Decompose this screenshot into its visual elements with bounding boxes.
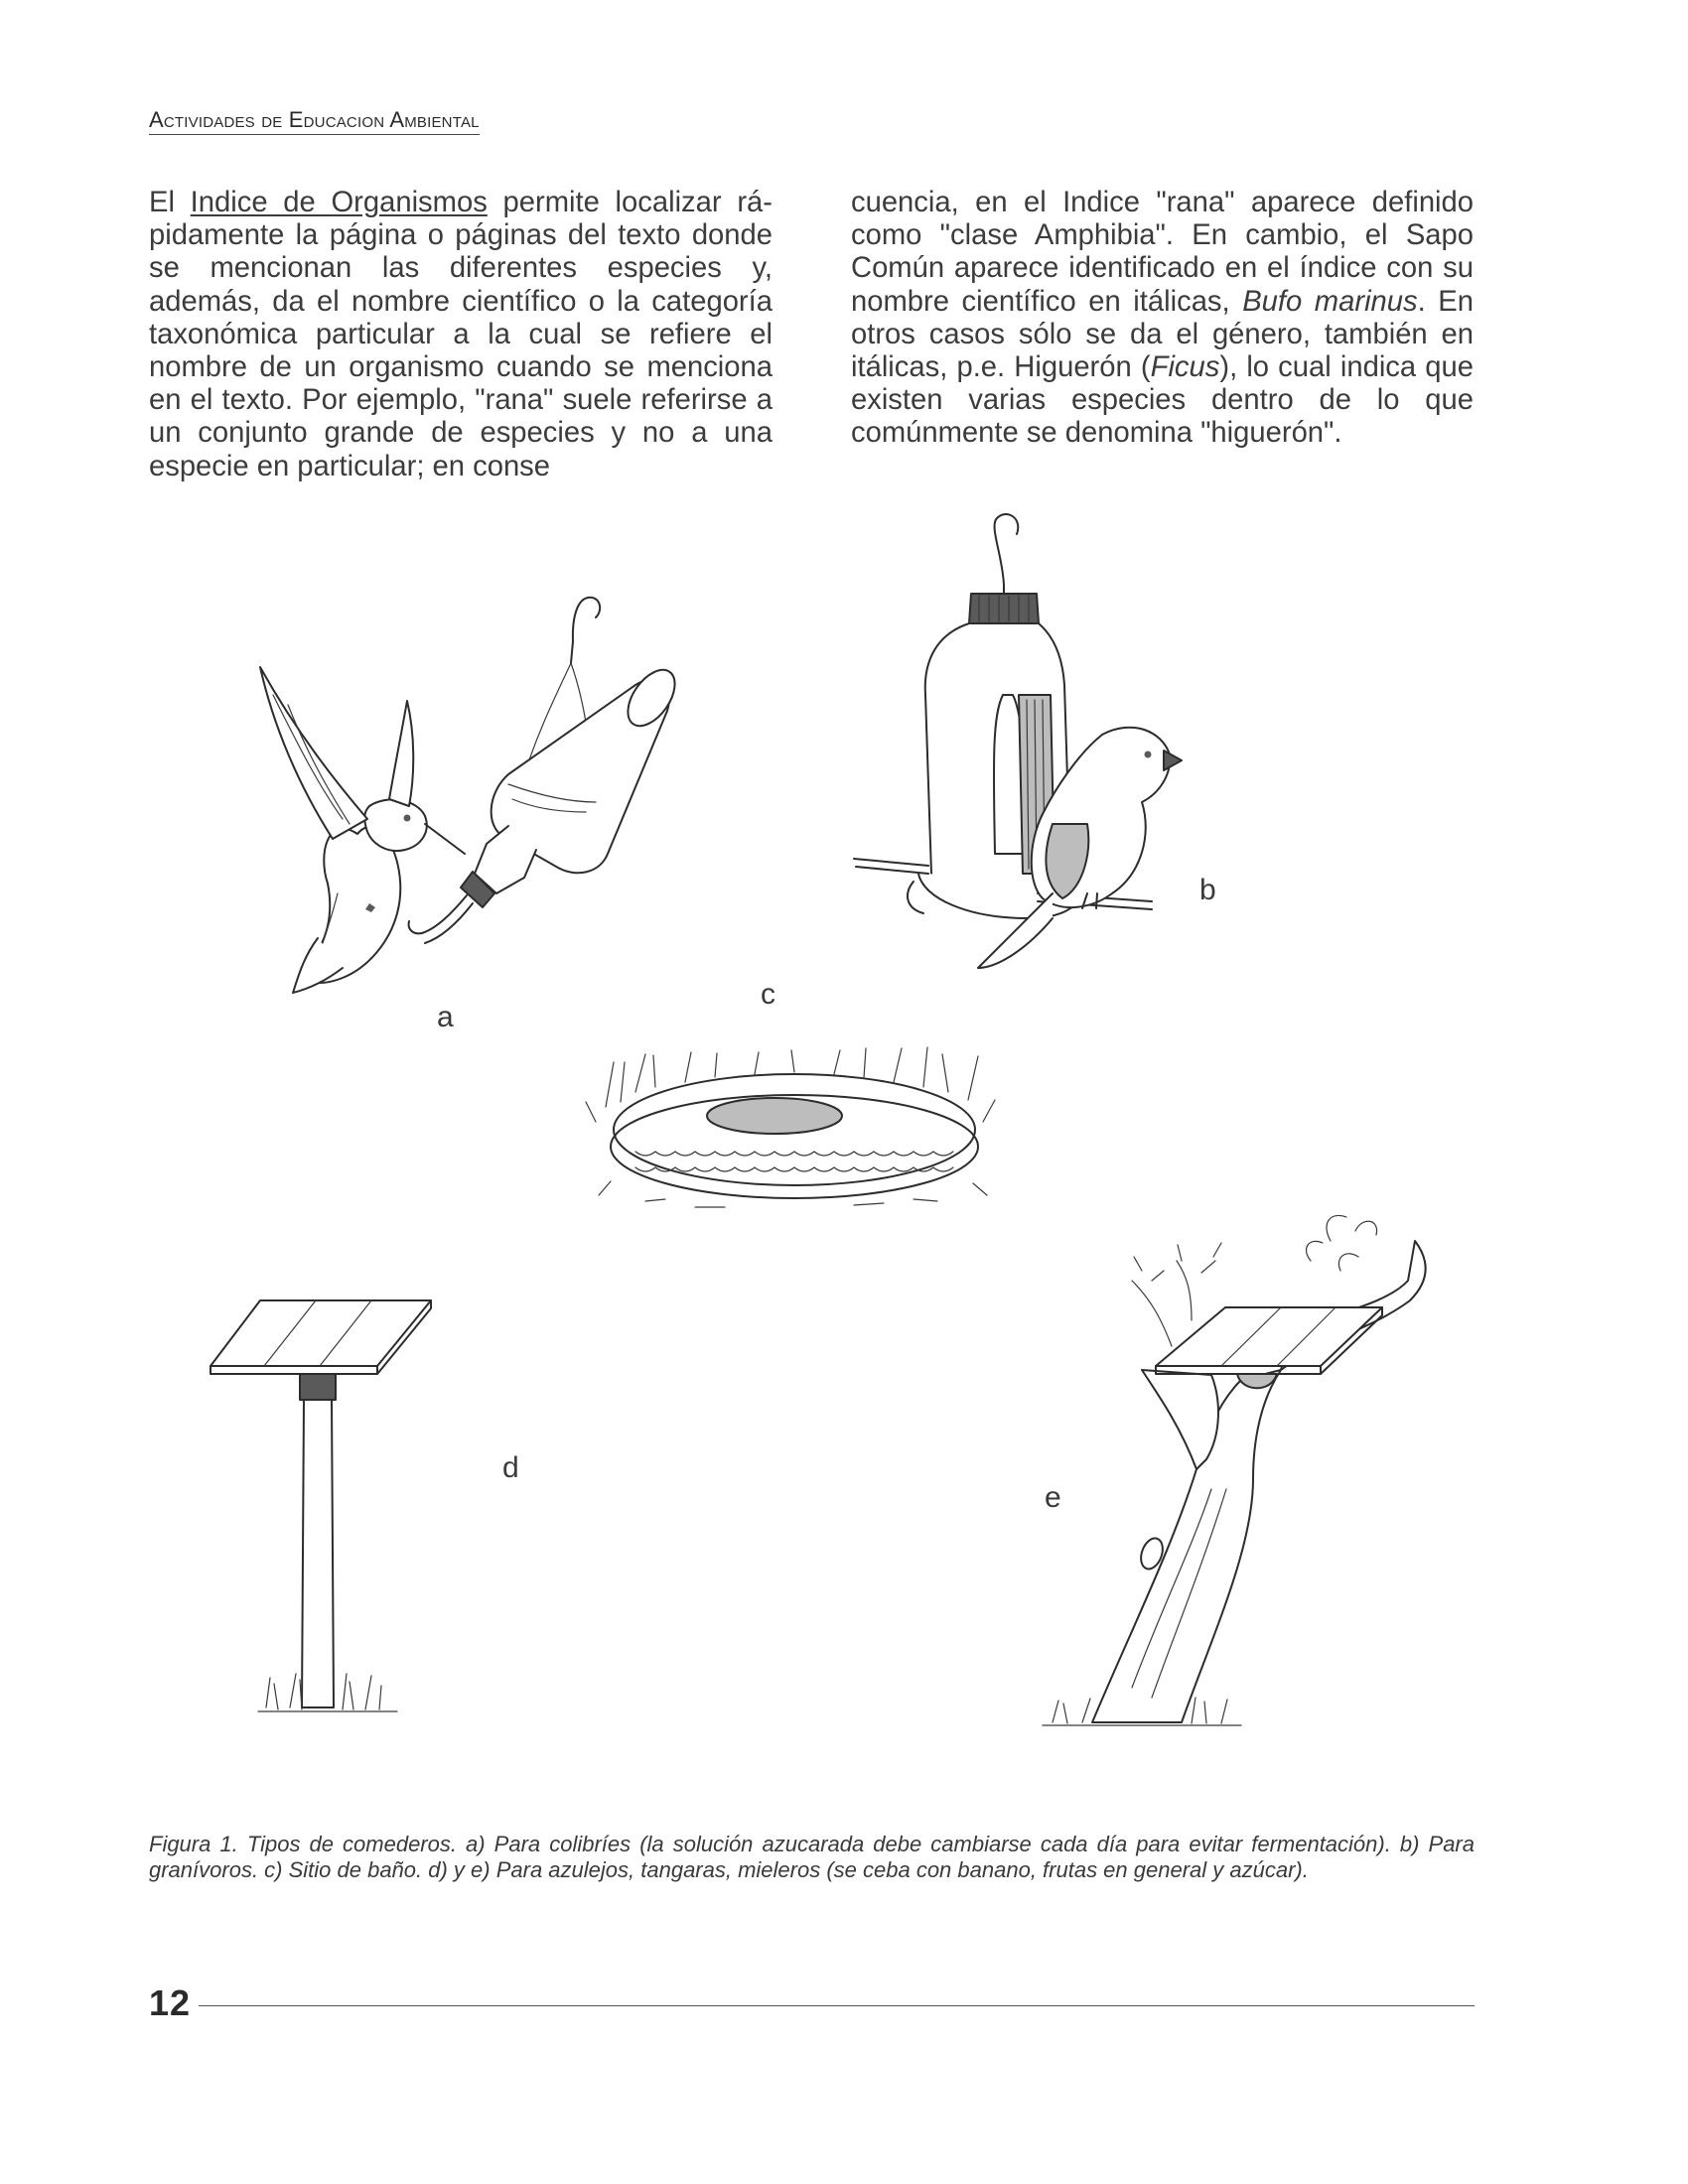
right-column-text-1: cuencia, en el Indice "rana" aparece definido como "clase Amphibia". En cambio, el Sapo Común aparece identificado en el índice con su nombre científico en itálicas, <box>851 187 1474 318</box>
granivore-feeder-drawing <box>854 514 1182 968</box>
figure-label-e: e <box>1045 1481 1061 1514</box>
figure-label-a: a <box>437 1001 454 1033</box>
genus-name-italic: Ficus <box>1150 351 1220 384</box>
left-column-intro: El <box>149 187 191 218</box>
index-of-organisms-reference: Indice de Organismos <box>190 187 488 218</box>
figure-label-b: b <box>1199 874 1216 906</box>
species-name-italic: Bufo marinus <box>1242 285 1418 318</box>
left-text-column <box>149 187 773 483</box>
tree-platform-feeder-drawing <box>1043 1215 1426 1725</box>
platform-post-feeder-drawing <box>211 1300 431 1711</box>
hummingbird-feeder-drawing <box>260 598 684 993</box>
running-title: Actividades de Educacion Ambiental <box>149 107 480 135</box>
right-text-column <box>851 187 1474 451</box>
right-column-text-3: ), lo cual indica que existen varias especies dentro de lo que comúnmente se denomina "higuerón". <box>851 351 1474 450</box>
figure-label-c: c <box>761 978 775 1011</box>
right-column-text-2: . En otros casos sólo se da el género, también en itálicas, p.e. Higuerón ( <box>851 285 1474 384</box>
figure-label-d: d <box>502 1451 519 1484</box>
bird-bath-drawing <box>586 1047 995 1207</box>
left-column-text: permite localizar rápidamente la página o páginas del texto donde se mencionan las diferentes especies y, además, da el nombre científico o la categoría taxonómica particular a la cual se refiere el nombre de un organismo cuando se menciona en el texto. Por ejemplo, "rana" suele referirse a un conjunto grande de especies y no a una especie en particular; en conse <box>149 187 773 482</box>
figure-caption: Figura 1. Tipos de comederos. a) Para colibríes (la solución azucarada debe cambiarse cada día para evitar fermentación). b) Para granívoros. c) Sitio de baño. d) y e) Para azulejos, tangaras, mieleros (se ceba con banano, frutas en general y azúcar). <box>149 1832 1475 1882</box>
footer-rule <box>199 2005 1475 2006</box>
page-number: 12 <box>149 1982 192 2023</box>
